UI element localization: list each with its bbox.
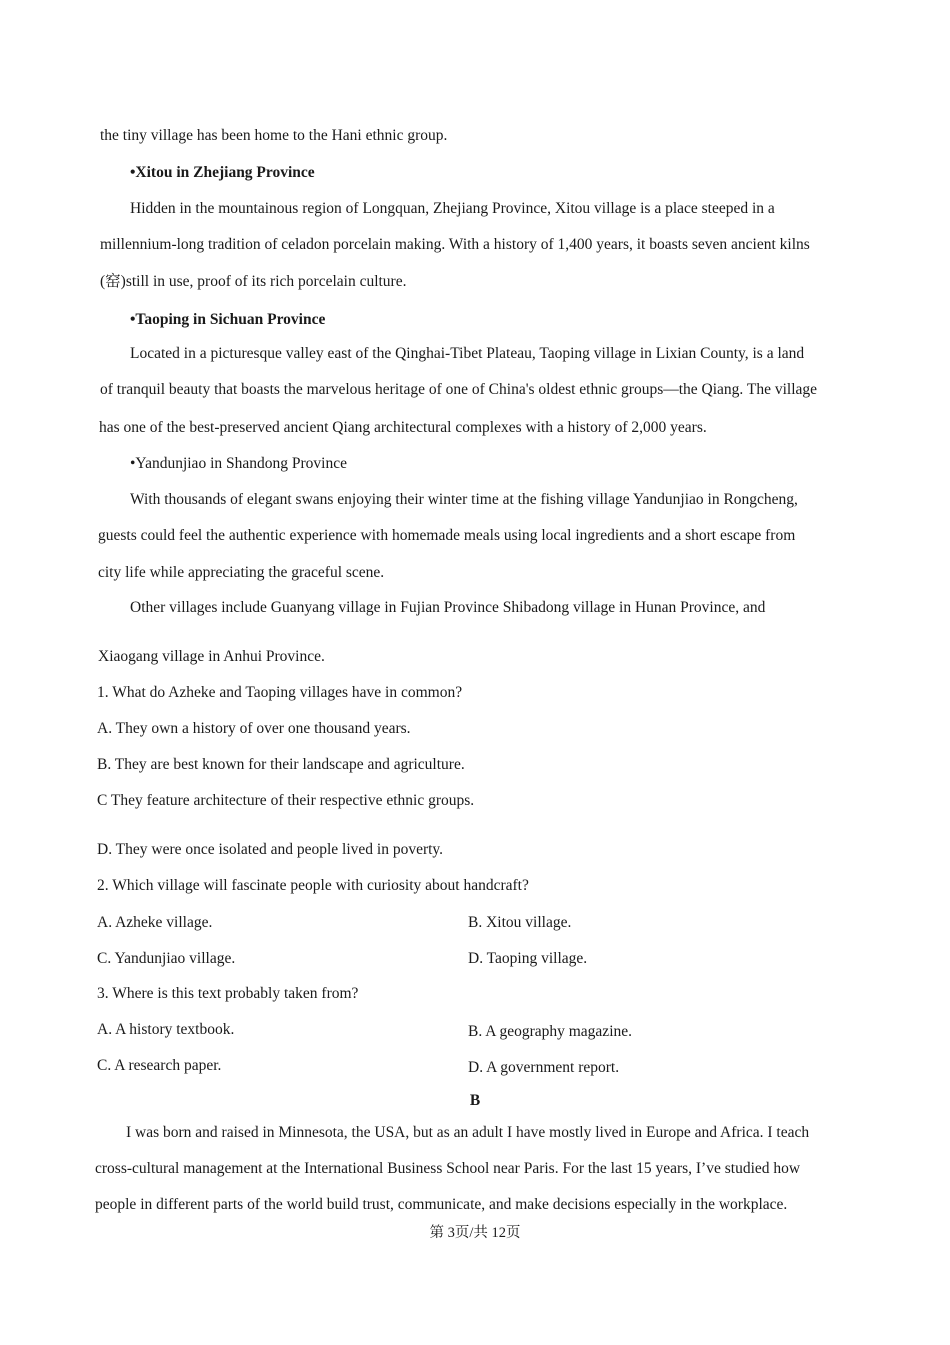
paragraph-line: has one of the best-preserved ancient Qiang architectural complexes with a history of 2,000 years.: [99, 419, 707, 436]
paragraph-line: people in different parts of the world build trust, communicate, and make decisions especially in the workplace.: [95, 1196, 788, 1213]
paragraph-line: millennium-long tradition of celadon porcelain making. With a history of 1,400 years, it boasts seven ancient kilns: [100, 236, 810, 253]
page-number: 第 3页/共 12页: [429, 1225, 521, 1241]
paragraph-line: the tiny village has been home to the Hani ethnic group.: [100, 127, 448, 144]
question-option: B. Xitou village.: [468, 914, 572, 931]
paragraph-line: guests could feel the authentic experience with homemade meals using local ingredients and a short escape from: [98, 527, 796, 544]
question-option: A. A history textbook.: [97, 1021, 235, 1038]
question-option: B. A geography magazine.: [468, 1023, 632, 1040]
question-option: B. They are best known for their landscape and agriculture.: [97, 756, 465, 773]
question-stem: 3. Where is this text probably taken from?: [97, 985, 359, 1002]
passage-b-heading: B: [469, 1092, 481, 1109]
paragraph-line: Other villages include Guanyang village in Fujian Province Shibadong village in Hunan Province, and: [130, 599, 766, 616]
section-heading-xitou: •Xitou in Zhejiang Province: [130, 164, 315, 181]
paragraph-line: cross-cultural management at the International Business School near Paris. For the last 15 years, I’ve studied how: [95, 1160, 801, 1177]
paragraph-line: Xiaogang village in Anhui Province.: [98, 648, 325, 665]
paragraph-line: I was born and raised in Minnesota, the USA, but as an adult I have mostly lived in Europe and Africa. I teach: [126, 1124, 810, 1141]
paragraph-line: (窑)still in use, proof of its rich porcelain culture.: [100, 273, 407, 290]
question-option: C. A research paper.: [97, 1057, 222, 1074]
paragraph-line: With thousands of elegant swans enjoying their winter time at the fishing village Yandunjiao in Rongcheng,: [130, 491, 798, 508]
question-stem: 2. Which village will fascinate people with curiosity about handcraft?: [97, 877, 529, 894]
question-option: A. They own a history of over one thousand years.: [97, 720, 411, 737]
paragraph-line: Hidden in the mountainous region of Longquan, Zhejiang Province, Xitou village is a place steeped in a: [130, 200, 775, 217]
question-option: C. Yandunjiao village.: [97, 950, 236, 967]
paragraph-line: Located in a picturesque valley east of the Qinghai-Tibet Plateau, Taoping village in Lixian County, is a land: [130, 345, 805, 362]
question-option: D. Taoping village.: [468, 950, 588, 967]
section-heading-yandunjiao: •Yandunjiao in Shandong Province: [130, 455, 347, 472]
section-heading-taoping: •Taoping in Sichuan Province: [130, 311, 326, 328]
question-option: D. A government report.: [468, 1059, 620, 1076]
paragraph-line: city life while appreciating the graceful scene.: [98, 564, 385, 581]
question-option: C They feature architecture of their respective ethnic groups.: [97, 792, 475, 809]
paragraph-line: of tranquil beauty that boasts the marvelous heritage of one of China's oldest ethnic groups—the Qiang. The village: [100, 381, 818, 398]
question-stem: 1. What do Azheke and Taoping villages have in common?: [97, 684, 463, 701]
question-option: D. They were once isolated and people lived in poverty.: [97, 841, 444, 858]
question-option: A. Azheke village.: [97, 914, 213, 931]
